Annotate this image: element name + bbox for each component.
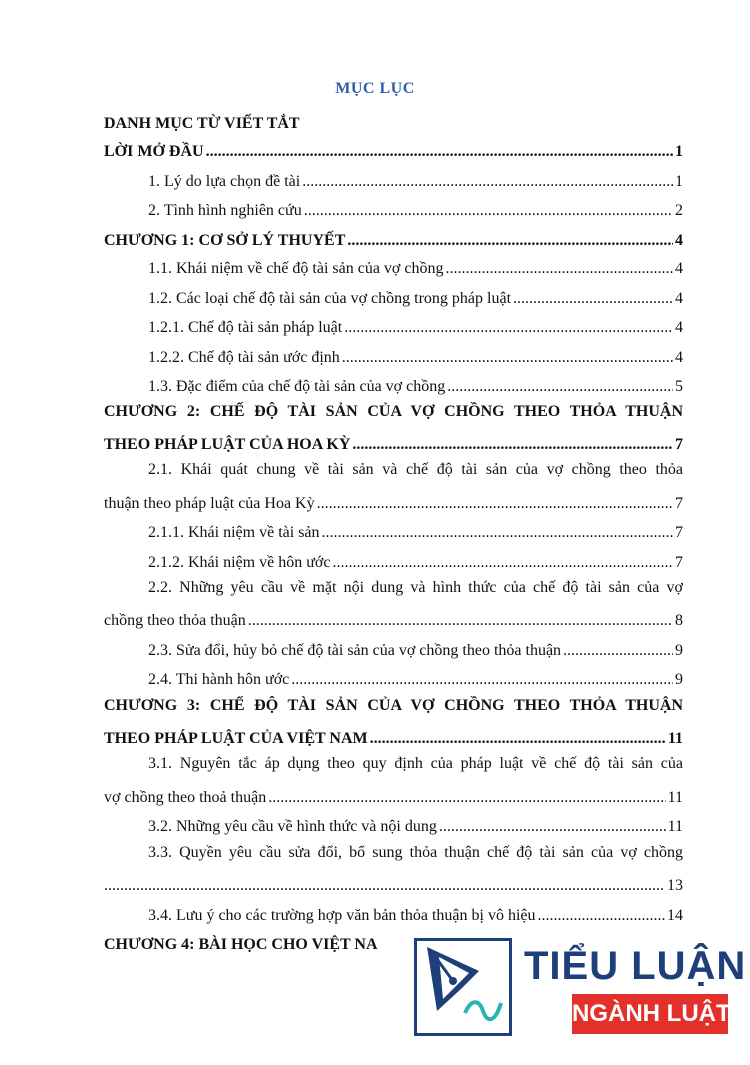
toc-page: 4 xyxy=(675,260,683,277)
toc-label: 2.3. Sửa đổi, hủy bỏ chế độ tài sản của vợ chồng theo thỏa thuận xyxy=(148,642,562,659)
toc-label: 2.1.1. Khái niệm về tài sản xyxy=(148,524,320,541)
toc-entry[interactable] xyxy=(148,168,683,192)
toc-entry-chapter-3-line1[interactable]: CHƯƠNG 3: CHẾ ĐỘ TÀI SẢN CỦA VỢ CHỒNG THEO THỎA THUẬN xyxy=(104,697,683,714)
toc-entry-line1[interactable]: 2.2. Những yêu cầu về mặt nội dung và hình thức của chế độ tài sản của vợ xyxy=(148,579,683,596)
toc-label: CHƯƠNG 1: CƠ SỞ LÝ THUYẾT xyxy=(104,232,346,249)
toc-page: 7 xyxy=(675,524,683,541)
toc-entry[interactable] xyxy=(148,314,683,338)
toc-label: 2. Tình hình nghiên cứu xyxy=(148,202,302,219)
toc-entry-chapter-1[interactable] xyxy=(104,227,683,251)
toc-label: 1.1. Khái niệm về chế độ tài sản của vợ chồng xyxy=(148,260,444,277)
toc-entry[interactable] xyxy=(148,637,683,661)
toc-entry[interactable] xyxy=(148,373,683,397)
toc-label: 1. Lý do lựa chọn đề tài xyxy=(148,173,301,190)
toc-entry[interactable] xyxy=(104,872,683,896)
toc-label: 2.4. Thi hành hôn ước xyxy=(148,671,290,688)
toc-entry[interactable] xyxy=(148,666,683,690)
toc-label: THEO PHÁP LUẬT CỦA VIỆT NAM xyxy=(104,730,368,747)
toc-label: chồng theo thỏa thuận xyxy=(104,612,246,629)
page-title: MỤC LỤC xyxy=(335,80,415,97)
leader-dots xyxy=(206,142,673,162)
toc-entry-chapter-3[interactable] xyxy=(104,725,683,749)
toc-label: 1.2. Các loại chế độ tài sản của vợ chồng trong pháp luật xyxy=(148,290,512,307)
toc-label: 3.4. Lưu ý cho các trường hợp văn bản thỏa thuận bị vô hiệu xyxy=(148,907,536,924)
toc-entry[interactable] xyxy=(148,813,683,837)
toc-page: 5 xyxy=(675,378,683,395)
toc-page: 4 xyxy=(675,232,683,249)
toc-entry[interactable] xyxy=(104,784,683,808)
toc-label: 3.2. Những yêu cầu về hình thức và nội dung xyxy=(148,818,437,835)
toc-page: 14 xyxy=(667,907,683,924)
toc-entry[interactable] xyxy=(104,490,683,514)
toc-entry-abbreviations[interactable] xyxy=(104,110,683,134)
toc-label: 1.2.1. Chế độ tài sản pháp luật xyxy=(148,319,343,336)
toc-page: 2 xyxy=(675,202,683,219)
toc-page: 4 xyxy=(675,290,683,307)
watermark-logo xyxy=(414,938,747,1040)
toc-entry-line1[interactable]: 2.1. Khái quát chung về tài sản và chế độ tài sản của vợ chồng theo thỏa xyxy=(148,461,683,478)
toc-entry[interactable] xyxy=(148,519,683,543)
toc-entry-chapter-2-line1[interactable]: CHƯƠNG 2: CHẾ ĐỘ TÀI SẢN CỦA VỢ CHỒNG THEO THỎA THUẬN xyxy=(104,403,683,420)
toc-entry[interactable] xyxy=(148,285,683,309)
toc-entry[interactable] xyxy=(148,549,683,573)
toc-entry-line1[interactable]: 3.1. Nguyên tắc áp dụng theo quy định của pháp luật về chế độ tài sản của xyxy=(148,755,683,772)
toc-label: 1.2.2. Chế độ tài sản ước định xyxy=(148,349,340,366)
toc-page: 7 xyxy=(675,495,683,512)
toc-label: thuận theo pháp luật của Hoa Kỳ xyxy=(104,495,315,512)
toc-page: 4 xyxy=(675,319,683,336)
toc-page: 11 xyxy=(667,818,683,835)
watermark-subtitle: NGÀNH LUẬT xyxy=(572,994,728,1034)
toc-entry[interactable] xyxy=(148,255,683,279)
toc-label: THEO PHÁP LUẬT CỦA HOA KỲ xyxy=(104,436,351,453)
pen-nib-icon xyxy=(414,938,512,1036)
toc-entry[interactable] xyxy=(148,197,683,221)
toc-label: 1.3. Đặc điểm của chế độ tài sản của vợ chồng xyxy=(148,378,446,395)
toc-page: 4 xyxy=(675,349,683,366)
toc-page: 13 xyxy=(667,877,683,894)
toc-label: DANH MỤC TỪ VIẾT TẮT xyxy=(104,115,300,132)
toc-label: LỜI MỞ ĐẦU xyxy=(104,143,204,160)
toc-entry-intro[interactable] xyxy=(104,138,683,162)
toc-page: 11 xyxy=(667,789,683,806)
toc-entry-line1[interactable]: 3.3. Quyền yêu cầu sửa đổi, bổ sung thỏa thuận chế độ tài sản của vợ chồng xyxy=(148,844,683,861)
toc-page: 9 xyxy=(675,642,683,659)
toc-label: 2.1.2. Khái niệm về hôn ước xyxy=(148,554,331,571)
toc-page: 9 xyxy=(675,671,683,688)
toc-label: CHƯƠNG 4: BÀI HỌC CHO VIỆT NA xyxy=(104,936,378,953)
toc-page: 7 xyxy=(675,436,683,453)
toc-page: 8 xyxy=(675,612,683,629)
toc-page: 7 xyxy=(675,554,683,571)
toc-page: 11 xyxy=(667,730,683,747)
toc-entry[interactable] xyxy=(148,344,683,368)
watermark-title: TIỂU LUẬN xyxy=(524,944,747,988)
toc-entry[interactable] xyxy=(104,607,683,631)
toc-label: vợ chồng theo thoả thuận xyxy=(104,789,267,806)
toc-page: 1 xyxy=(675,173,683,190)
toc-page: 1 xyxy=(675,143,683,160)
toc-entry[interactable] xyxy=(148,902,683,926)
toc-entry-chapter-2[interactable] xyxy=(104,431,683,455)
